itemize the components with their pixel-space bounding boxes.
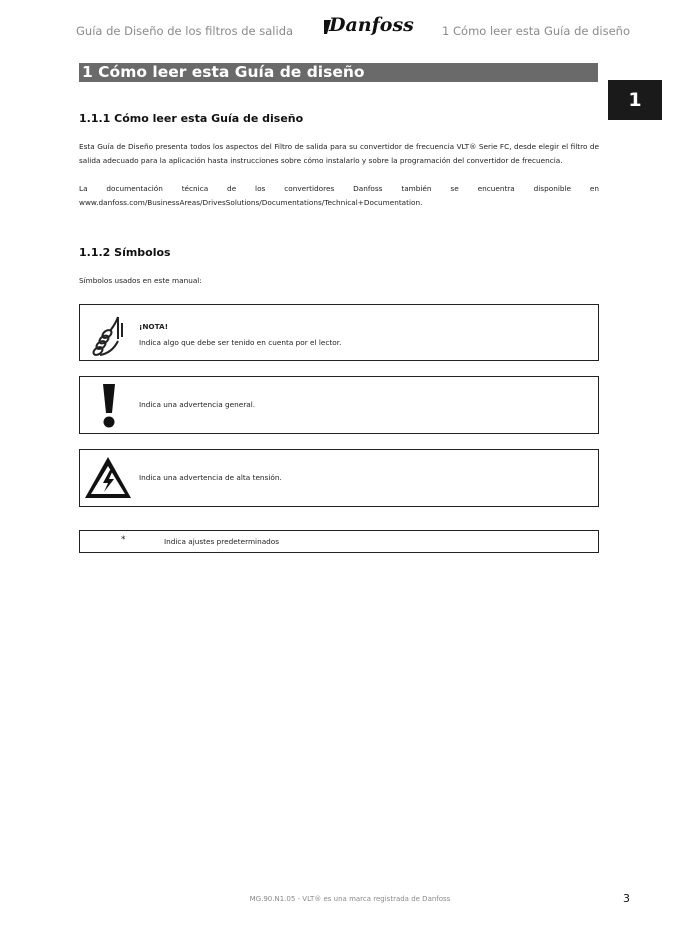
chapter-title: 1 Cómo leer esta Guía de diseño [79, 63, 598, 82]
logo-text: Danfoss [329, 14, 414, 36]
intro-paragraph: Esta Guía de Diseño presenta todos los aspectos del Filtro de salida para su convertidor de frecuencia VLT® Serie FC, desde elegir el filtro de salida adecuado para la aplicación hasta instrucciones sobre cómo instalarlo y sobre la programación del convertidor de frecuencia. [79, 142, 599, 165]
high-voltage-warning-box [79, 449, 599, 507]
default-settings-description: Indica ajustes predeterminados [164, 537, 280, 546]
high-voltage-icon [83, 455, 133, 501]
general-warning-box [79, 376, 599, 434]
note-symbol-box [79, 304, 599, 361]
asterisk-icon: * [121, 535, 126, 545]
documentation-paragraph: La documentación técnica de los convertidores Danfoss también se encuentra disponible en www.danfoss.com/BusinessAreas/DrivesSolutions/Documentations/Technical+Documentation. [79, 184, 599, 207]
page-number: 3 [623, 892, 630, 905]
header-left-title: Guía de Diseño de los filtros de salida [76, 24, 294, 38]
header-right-title: 1 Cómo leer esta Guía de diseño [442, 24, 630, 38]
chapter-tab: 1 [608, 80, 662, 120]
section-heading-how-to-read: 1.1.1 Cómo leer esta Guía de diseño [79, 112, 304, 125]
symbols-intro: Símbolos usados en este manual: [79, 276, 202, 285]
note-title: ¡NOTA! [139, 322, 169, 331]
general-warning-description: Indica una advertencia general. [139, 400, 256, 409]
hand-note-icon [88, 313, 128, 357]
note-description: Indica algo que debe ser tenido en cuenta por el lector. [139, 338, 342, 347]
default-settings-box [79, 530, 599, 553]
exclamation-warning-icon [98, 383, 120, 429]
high-voltage-description: Indica una advertencia de alta tensión. [139, 473, 282, 482]
danfoss-logo [322, 12, 414, 38]
footer-text: MG.90.N1.05 - VLT® es una marca registrada de Danfoss [249, 895, 451, 903]
section-heading-symbols: 1.1.2 Símbolos [79, 246, 171, 259]
